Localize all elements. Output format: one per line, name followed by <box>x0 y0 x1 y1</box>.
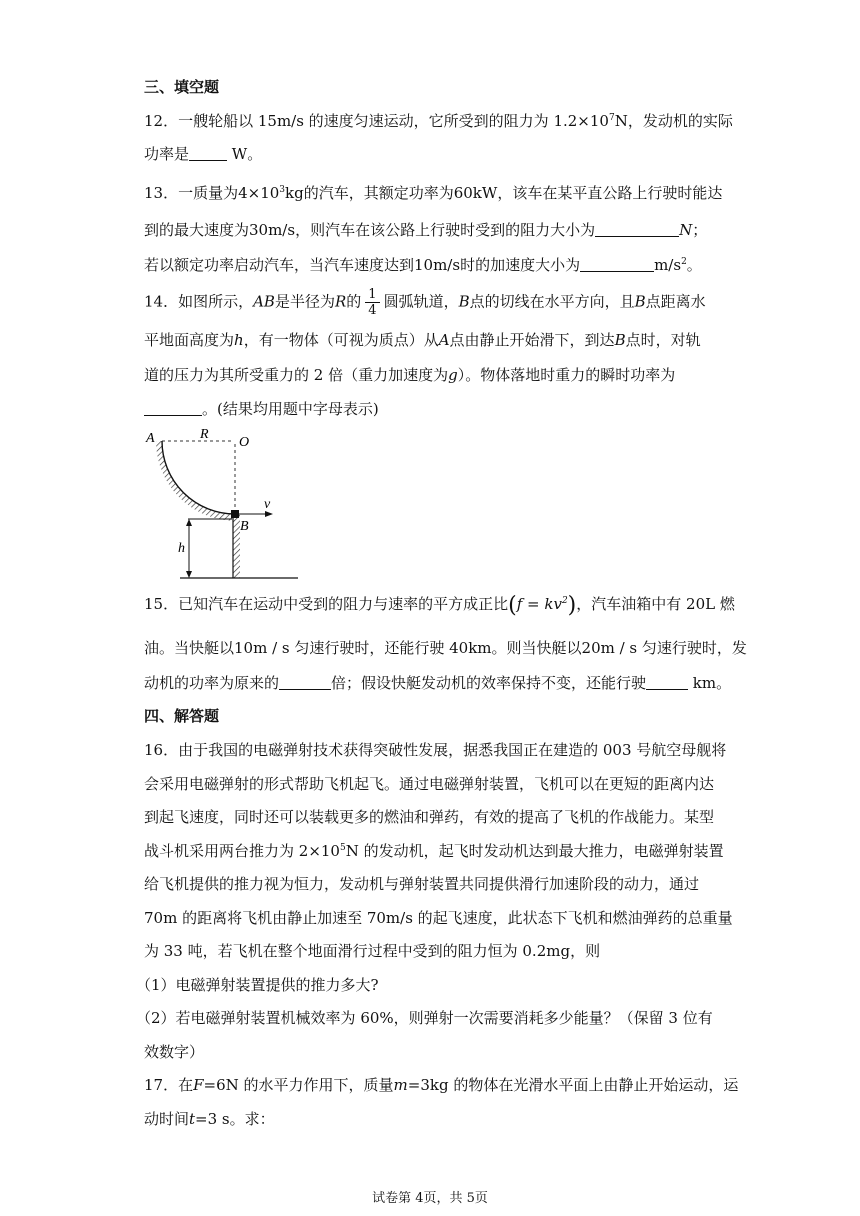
question-16-line-7 <box>144 940 600 961</box>
superscript: 7 <box>608 113 615 123</box>
variable: AB <box>253 292 275 311</box>
text: ，汽车油箱中有 20L 燃 <box>576 595 735 613</box>
text: （1）电磁弹射装置提供的推力多大? <box>136 976 379 994</box>
text: 动时间 <box>144 1110 190 1128</box>
text: 到的最大速度为30m/s，则汽车在该公路上行驶时受到的阻力大小为 <box>144 221 596 239</box>
text: 15．已知汽车在运动中受到的阻力与速率的平方成正比 <box>144 595 509 613</box>
question-17-line-2 <box>144 1108 275 1129</box>
drag-formula: $(f = kv^2)$ <box>508 593 577 618</box>
question-14-line-1 <box>144 287 706 318</box>
text: 12．一艘轮船以 15m/s 的速度匀速运动，它所受到的阻力为 1.2×10 <box>144 112 609 130</box>
text: 的 <box>346 292 362 311</box>
superscript: 5 <box>339 843 346 853</box>
section-title: 三、填空题 <box>144 78 220 96</box>
question-13-line-1 <box>144 182 722 203</box>
question-16-line-2 <box>144 773 714 794</box>
text: 给飞机提供的推力视为恒力，发动机与弹射装置共同提供滑行加速阶段的动力，通过 <box>144 875 700 893</box>
text: 油。当快艇以10m / s 匀速行驶时，还能行驶 40km。则当快艇以20m / s 匀速行驶时，发 <box>144 639 747 657</box>
formula-f: f <box>516 595 523 613</box>
text: 。 <box>686 256 702 274</box>
superscript: 2 <box>681 257 687 267</box>
variable: t <box>189 1110 196 1128</box>
question-13-line-3 <box>144 254 702 275</box>
text: 为 33 吨，若飞机在整个地面滑行过程中受到的阻力恒为 0.2mg，则 <box>144 942 601 960</box>
variable: F <box>193 1076 204 1094</box>
text: 功率是 <box>144 145 190 163</box>
question-13-line-2 <box>144 219 707 240</box>
text: 是半径为 <box>274 292 335 311</box>
text: 70m 的距离将飞机由静止加速至 70m/s 的起飞速度，此状态下飞机和燃油弹药的总重量 <box>144 909 733 927</box>
question-16-sub-1 <box>136 974 379 995</box>
text: 平地面高度为 <box>144 331 235 349</box>
fraction <box>365 287 379 318</box>
question-12-line-1 <box>144 110 733 131</box>
question-15-line-1 <box>144 593 735 618</box>
variable: R <box>334 292 347 311</box>
text: km。 <box>688 674 732 692</box>
unit: N <box>679 221 693 239</box>
variable: m <box>393 1076 408 1094</box>
text: kg的汽车，其额定功率为60kW，该车在某平直公路上行驶时能达 <box>285 184 723 202</box>
text: N，发动机的实际 <box>614 112 733 130</box>
label-b: B <box>240 519 249 534</box>
text: 若以额定功率启动汽车，当汽车速度达到10m/s时的加速度大小为 <box>144 256 581 274</box>
text: ，有一物体（可视为质点）从 <box>243 331 439 349</box>
text: 到起飞速度，同时还可以装载更多的燃油和弹药，有效的提高了飞机的作战能力。某型 <box>144 808 715 826</box>
text: 点的切线在水平方向，且 <box>469 292 635 311</box>
page-footer <box>0 1187 860 1206</box>
fraction-numerator: 1 <box>365 287 379 303</box>
label-a: A <box>146 431 155 446</box>
text: 动机的功率为原来的 <box>144 674 280 692</box>
height-arrow-up <box>186 519 192 526</box>
question-16-line-5 <box>144 873 699 894</box>
arc-track-figure <box>140 428 305 583</box>
question-16-line-1 <box>144 739 726 760</box>
text: 道的压力为其所受重力的 2 倍（重力加速度为 <box>144 366 449 384</box>
section-heading-fill-in <box>144 76 219 97</box>
fraction-denominator: 4 <box>368 303 377 318</box>
text: =3 s。求： <box>195 1110 275 1128</box>
page-number: 试卷第 4页，共 5页 <box>372 1191 488 1206</box>
text: 倍；假设快艇发动机的效率保持不变，还能行驶 <box>331 674 647 692</box>
text: 14．如图所示， <box>144 292 254 311</box>
question-15-line-3 <box>144 672 731 693</box>
question-12-line-2 <box>144 143 262 164</box>
text: 会采用电磁弹射的形式帮助飞机起飞。通过电磁弹射装置，飞机可以在更短的距离内达 <box>144 775 715 793</box>
superscript: 2 <box>561 596 568 606</box>
variable: B <box>458 292 470 311</box>
text: W。 <box>227 145 263 163</box>
block-particle <box>231 510 239 518</box>
label-r: R <box>200 428 209 442</box>
question-14-line-2 <box>144 329 701 350</box>
text: ）。物体落地时重力的瞬时功率为 <box>457 366 676 384</box>
superscript: 3 <box>279 185 286 195</box>
text: （2）若电磁弹射装置机械效率为 60%，则弹射一次需要消耗多少能量？（保留 3 位有 <box>136 1009 713 1027</box>
answer-blank[interactable] <box>189 146 227 161</box>
variable: B <box>614 331 626 349</box>
question-16-sub-2-cont <box>144 1041 204 1062</box>
question-15-line-2 <box>144 637 747 658</box>
answer-blank[interactable] <box>580 257 654 272</box>
arc-track-hatching <box>156 441 235 521</box>
text: =3kg 的物体在光滑水平面上由静止开始运动，运 <box>407 1076 739 1094</box>
answer-blank[interactable] <box>646 675 688 690</box>
formula-eq: = <box>522 595 545 613</box>
text: 点时，对轨 <box>625 331 701 349</box>
question-17-line-1 <box>144 1074 738 1095</box>
text: N 的发动机，起飞时发动机达到最大推力，电磁弹射装置 <box>345 842 724 860</box>
question-16-sub-2 <box>136 1007 713 1028</box>
question-14-line-3 <box>144 364 675 385</box>
text: 战斗机采用两台推力为 2×10 <box>144 842 340 860</box>
answer-blank[interactable] <box>144 401 202 416</box>
text: 效数字） <box>144 1043 205 1061</box>
label-v: v <box>264 497 271 512</box>
formula-kv: kv <box>544 595 562 613</box>
text: ； <box>692 221 708 239</box>
text: 圆弧轨道， <box>383 292 459 311</box>
height-arrow-down <box>186 571 192 578</box>
text: =6N 的水平力作用下，质量 <box>203 1076 394 1094</box>
section-title: 四、解答题 <box>144 707 220 725</box>
variable: g <box>448 366 458 384</box>
variable: B <box>634 292 646 311</box>
question-14-line-4 <box>144 398 379 419</box>
label-o: O <box>239 435 250 450</box>
variable: A <box>438 331 450 349</box>
variable: h <box>234 331 244 349</box>
text: 点由静止开始滑下，到达 <box>449 331 615 349</box>
answer-blank[interactable] <box>279 675 331 690</box>
text: 16．由于我国的电磁弹射技术获得突破性发展，据悉我国正在建造的 003 号航空母舰将 <box>144 741 727 759</box>
question-16-line-6 <box>144 907 733 928</box>
text: 13．一质量为4×10 <box>144 184 280 202</box>
label-h: h <box>178 541 185 556</box>
arc-track-curve <box>162 441 235 514</box>
text: 。(结果均用题中字母表示) <box>202 400 379 418</box>
support-column <box>233 514 240 578</box>
section-heading-answer <box>144 705 219 726</box>
question-16-line-4 <box>144 840 724 861</box>
text: 点距离水 <box>645 292 706 311</box>
answer-blank[interactable] <box>595 222 679 237</box>
text: 17．在 <box>144 1076 194 1094</box>
question-16-line-3 <box>144 806 714 827</box>
unit: m/s <box>654 256 682 274</box>
